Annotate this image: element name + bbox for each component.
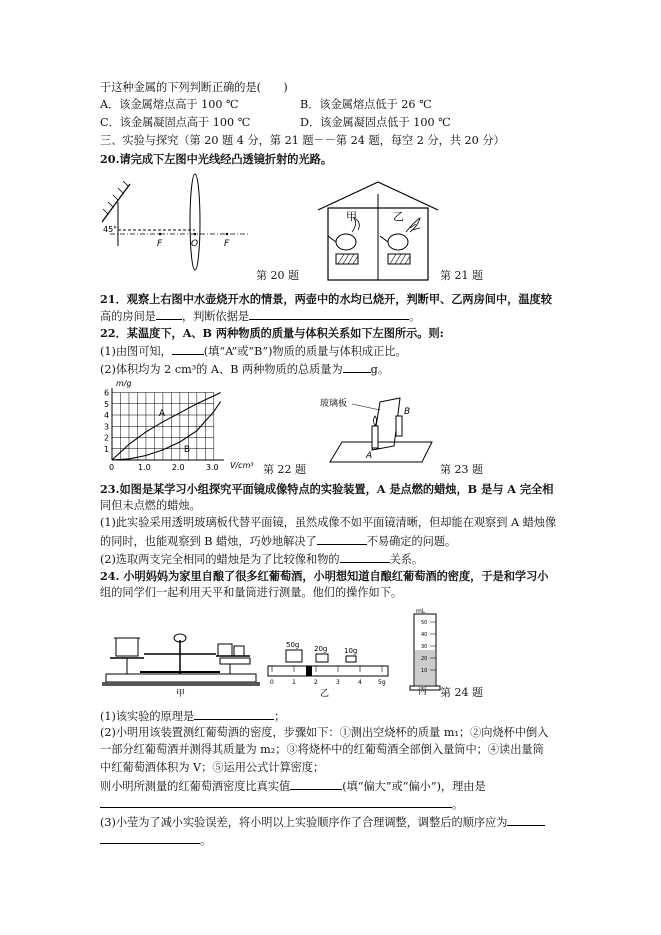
q24-line-1: 24. 小明妈妈为家里自酿了很多红葡萄酒，小明想知道自酿红葡萄酒的密度，于是和学习小 [100,569,549,583]
q23-line-3: (1)此实验采用透明玻璃板代替平面镜，虽然成像不如平面镜清晰，但却能在观察到 A 蜡烛像 [100,516,557,529]
weight-20g: 20g [314,645,328,653]
q19-option-a: A．该金属熔点高于 100 ℃ [100,98,239,111]
candle-a-label: A [366,451,373,461]
q24-line-2: 组的同学们一起利用天平和量筒进行测量。他们的操作如下。 [100,586,403,599]
focus-right-label: F [224,239,230,249]
q23-line-5: (2)选取两支完全相同的蜡烛是为了比较像和物的 关系。 [100,553,424,566]
weight-50g: 50g [286,641,300,649]
q24-part-1: (1)该实验的原理是 ； [100,710,286,723]
y-tick-label: 2 [104,433,110,443]
cyl-mark-10: 10 [421,668,428,674]
fig-bing-label: 丙 [418,687,428,697]
scale-3: 3 [336,679,340,686]
q21-line-1: 21．观察上右图中水壶烧开水的情景，两壶中的水均已烧开，判断甲、乙两房间中，温度较 [100,292,552,306]
q23-caption: 第 23 题 [440,463,483,476]
q19-option-b: B．该金属熔点低于 26 ℃ [300,98,432,111]
fig-jia-label: 甲 [176,689,186,699]
optical-center-label: O [191,239,199,249]
x-tick-label: 2.0 [171,463,185,472]
focus-left-label: F [157,239,163,249]
series-A-label: A [158,408,166,419]
x-tick-label: 3.0 [205,463,219,472]
series-B-line [112,402,221,461]
q23-line-4: 的同时，也能观察到 B 蜡烛，巧妙地解决了 不易确定的问题。 [100,535,457,548]
q20-text: 20.请完成下左图中光线经凸透镜折射的光路。 [100,152,333,166]
q24-part-2-line-3: 中红葡萄酒体积为 V；⑤运用公式计算密度； [100,761,325,774]
cyl-mark-20: 20 [421,656,428,662]
q24-part-2-line-2: 一部分红葡萄酒并测得其质量为 m₂；③将烧杯中的红葡萄酒全部倒入量筒中；④读出量筒 [100,743,544,756]
q24-caption: 第 24 题 [440,686,483,699]
q24-part-3-line-1: (3)小莹为了减小实验误差，将小明以上实验顺序作了合理调整，调整后的顺序应为 [100,814,545,830]
x-axis-label: V/cm³ [230,461,254,470]
glass-plate-label: 玻璃板 [320,399,348,409]
room-right-label: 乙 [393,210,404,223]
x-tick-label: 1.0 [137,463,151,472]
weights-scale-diagram [268,638,388,698]
q21-house-diagram [318,180,438,280]
q23-mirror-diagram [320,392,432,466]
q23-line-2: 同但未点燃的蜡烛。 [100,499,201,512]
q20-lens-diagram [100,172,250,272]
scale-5: 5g [378,679,386,686]
y-axis-label: m/g [116,379,132,388]
scale-0: 0 [270,679,274,686]
series-B-label: B [183,445,191,455]
room-left-label: 甲 [346,210,357,223]
cyl-mark-30: 30 [421,644,428,650]
fig-yi-label: 乙 [320,689,330,699]
y-tick-label: 3 [104,422,110,432]
section-3-heading: 三、实验与探究（第 20 题 4 分，第 21 题－－第 24 题，每空 2 分，共 20 分） [100,134,505,147]
q19-stem: 于这种金属的下列判断正确的是( ) [100,81,288,94]
q19-option-d: D．该金属凝固点低于 100 ℃ [300,116,451,129]
q19-option-c: C．该金属凝固点高于 100 ℃ [100,116,251,129]
scale-4: 4 [358,679,362,686]
q21-caption: 第 21 题 [440,269,483,282]
q24-part-2-line-4: 则小明所测量的红葡萄酒密度比真实值 (填“偏大”或“偏小”)，理由是 [100,780,486,793]
angle-label: 45° [103,225,118,234]
q23-line-1: 23.如图是某学习小组探究平面镜成像特点的实验装置，A 是点燃的蜡烛，B 是与 A 完全相 [100,482,554,496]
q22-line-3: (2)体积均为 2 cm³的 A、B 两种物质的总质量为 g。 [100,363,390,376]
q21-line-2: 高的房间是 ，判断依据是 。 [100,310,421,323]
y-tick-label: 6 [104,388,110,398]
q22-line-2: (1)由图可知， (填“A”或“B”)物质的质量与体积成正比。 [100,345,407,358]
cylinder-unit: mL [416,608,426,615]
q24-part-2-line-5: 。 [100,796,463,812]
q22-caption: 第 22 题 [263,463,306,476]
cyl-mark-50: 50 [421,620,428,626]
balance-diagram [100,620,265,698]
cyl-mark-40: 40 [421,632,428,638]
scale-2: 2 [314,679,318,686]
mass-volume-chart [100,378,270,472]
y-tick-label: 4 [104,411,110,420]
y-tick-label: 1 [104,444,110,454]
weight-10g: 10g [344,647,358,655]
q20-caption: 第 20 题 [256,269,299,282]
candle-b-label: B [404,407,411,417]
q24-part-2-line-1: (2)小明用该装置测红葡萄酒的密度，步骤如下：①测出空烧杯的质量 m₁；②向烧杯中倒入 [100,726,549,739]
scale-1: 1 [292,679,296,686]
x-tick-label: 0 [109,463,115,472]
q22-line-1: 22．某温度下，A、B 两种物质的质量与体积关系如下左图所示。则: [100,326,444,340]
q24-part-3-line-2: 。 [100,832,211,848]
y-tick-label: 5 [104,399,110,409]
